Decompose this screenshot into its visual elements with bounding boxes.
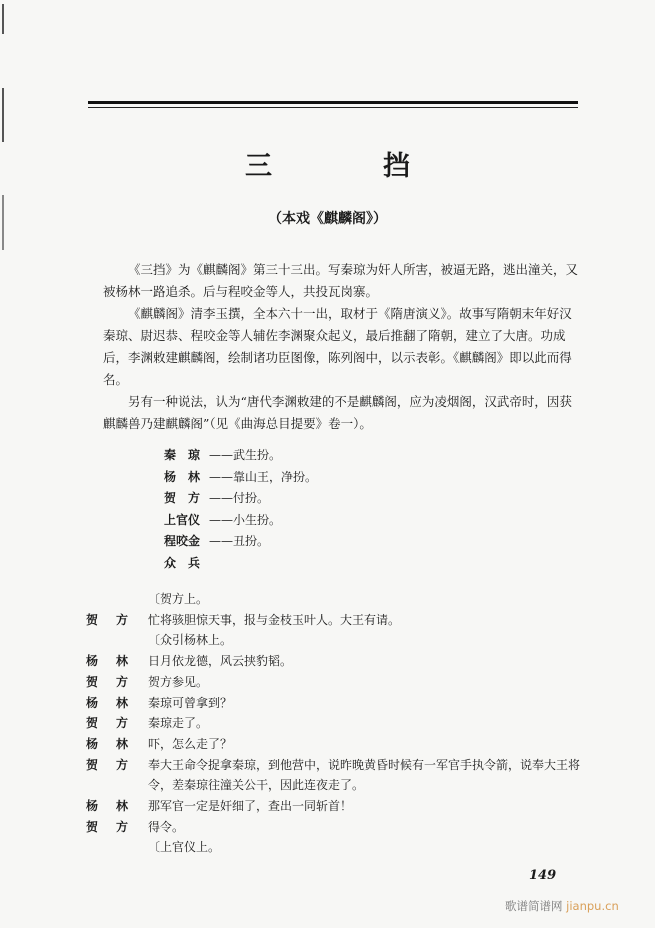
- speech-text: 那军官一定是奸细了，查出一同斩首！: [148, 799, 353, 814]
- watermark-site-name: 歌谱简谱网: [505, 899, 563, 913]
- cast-name: 秦琼: [164, 448, 213, 462]
- cast-name: 上官仪: [164, 512, 201, 527]
- dialogue-line: [86, 610, 596, 631]
- cast-role: ——靠山王，净扮。: [209, 469, 318, 484]
- cast-role: ——武生扮。: [209, 448, 282, 462]
- speech-text: 贺方参见。: [148, 674, 209, 689]
- speech-text: 忙将骇胆惊天事，报与金枝玉叶人。大王有请。: [148, 612, 401, 627]
- dialogue-line: [86, 672, 596, 693]
- cast-role: ——丑扮。: [209, 534, 270, 548]
- speech-text: 奉大王命令捉拿秦琼，到他营中，说昨晚黄昏时候有一军官手执令箭，说奉大王将令，差秦琼往潼关公干，因此连夜走了。: [148, 757, 581, 793]
- script-body: [86, 589, 596, 858]
- page-number: 149: [529, 868, 557, 883]
- intro-paragraph: 《三挡》为《麒麟阁》第三十三出。写秦琼为奸人所害，被逼无路，逃出潼关，又被杨林一路追杀。后与程咬金等人，共投瓦岗寨。: [103, 262, 579, 299]
- watermark: [505, 898, 619, 914]
- page-title: 三 挡: [245, 151, 452, 182]
- cast-item: [164, 445, 317, 467]
- speaker-name: 杨林: [86, 654, 147, 669]
- speech-text: 秦琼可曾拿到？: [148, 695, 233, 710]
- speech-text: 得令。: [148, 819, 185, 834]
- dialogue-line: [86, 817, 596, 838]
- scan-margin-line: [2, 88, 4, 142]
- speaker-name: 贺方: [86, 674, 147, 689]
- cast-role: ——付扮。: [209, 491, 270, 505]
- speech-text: 吓，怎么走了？: [148, 736, 233, 751]
- cast-item: [164, 488, 317, 510]
- stage-direction: 〔贺方上。: [148, 592, 209, 606]
- dialogue-line: [86, 713, 596, 734]
- cast-item: [164, 553, 317, 575]
- speaker-name: 贺方: [86, 716, 147, 731]
- speaker-name: 杨林: [86, 736, 147, 751]
- cast-item: [164, 510, 317, 532]
- cast-name: 贺方: [164, 491, 213, 505]
- scan-margin-line: [2, 4, 4, 34]
- speech-text: 日月依龙德，风云挟豹韬。: [148, 654, 293, 669]
- cast-role: ——小生扮。: [209, 512, 282, 527]
- cast-name: 程咬金: [164, 534, 201, 548]
- cast-item: [164, 467, 317, 489]
- dialogue-line: [86, 734, 596, 755]
- dialogue-line: [86, 693, 596, 714]
- dialogue-line: [86, 651, 596, 672]
- intro-paragraph: 另有一种说法，认为“唐代李渊敕建的不是麒麟阁，应为凌烟阁，汉武帝时，因获麒麟兽乃建麒麟阁”（见《曲海总目提要》卷一）。: [103, 394, 572, 431]
- speaker-name: 杨林: [86, 799, 147, 814]
- cast-list: [164, 445, 317, 574]
- cast-name: 杨林: [164, 469, 213, 484]
- dialogue-line: [86, 755, 596, 796]
- speaker-name: 贺方: [86, 612, 147, 627]
- watermark-domain: jianpu.cn: [566, 899, 619, 913]
- speaker-name: 杨林: [86, 695, 147, 710]
- cast-item: [164, 531, 317, 553]
- intro-paragraph: 《麒麟阁》清李玉撰，全本六十一出，取材于《隋唐演义》。故事写隋朝末年好汉秦琼、尉迟恭、程咬金等人辅佐李渊聚众起义，最后推翻了隋朝，建立了大唐。功成后，李渊敕建麒麟阁，绘制诸功臣图像，陈列阁中，以示表彰。《麒麟阁》即以此而得名。: [103, 306, 572, 387]
- stage-direction: 〔众引杨林上。: [148, 633, 233, 648]
- stage-direction: 〔上官仪上。: [148, 840, 221, 855]
- speech-text: 秦琼走了。: [148, 716, 209, 731]
- dialogue-line: [86, 796, 596, 817]
- speaker-name: 贺方: [86, 757, 147, 772]
- page-subtitle: （本戏《麒麟阁》）: [268, 211, 387, 227]
- cast-name: 众兵: [164, 555, 213, 570]
- header-double-rule: [88, 101, 578, 108]
- speaker-name: 贺方: [86, 819, 147, 834]
